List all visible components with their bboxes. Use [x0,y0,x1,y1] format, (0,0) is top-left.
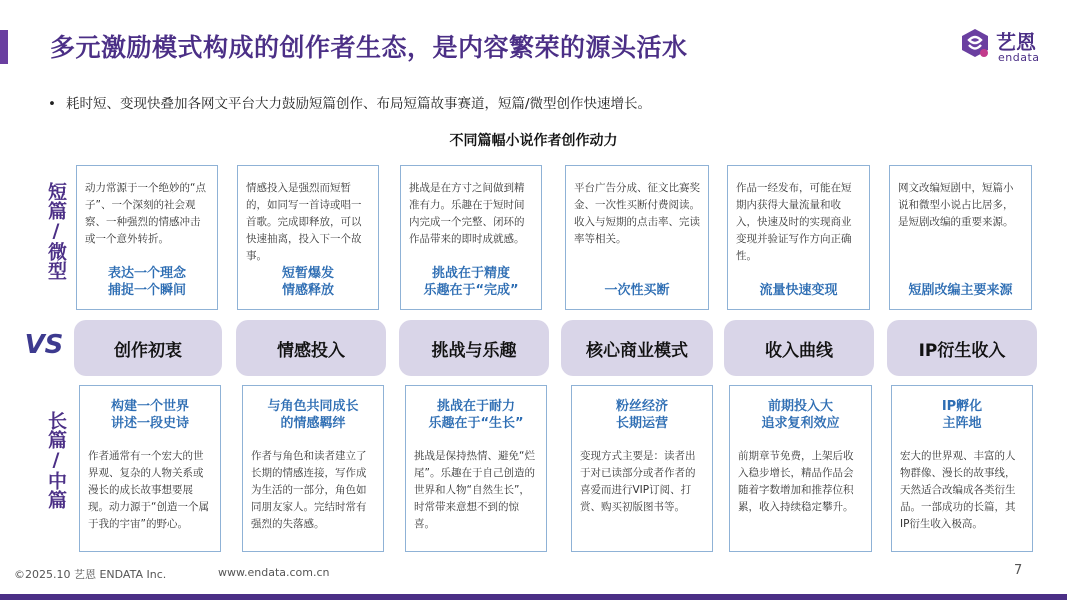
long-card-emotional-input [242,385,384,552]
section-subtitle: 不同篇幅小说作者创作动力 [449,133,618,149]
long-card-key: 构建一个世界 讲述一段史诗 [110,399,189,431]
category-challenge-fun: 挑战与乐趣 [399,320,549,376]
short-card-income-curve [727,165,870,310]
long-card-desc: 作者与角色和读者建立了长期的情感连接，写作成为生活的一部分，角色如同朋友家人。完结时常有强烈的失落感。 [251,450,367,530]
category-income-curve: 收入曲线 [724,320,874,376]
footer-copyright: ©2025.10 艺恩 ENDATA Inc. [14,568,167,581]
short-card-ip-income [889,165,1032,310]
short-card-desc: 情感投入是强烈而短暂的，如同写一首诗或唱一首歌。完成即释放，可以快速抽离，投入下一个故事。 [246,182,362,262]
long-card-challenge-fun [405,385,547,552]
long-card-desc: 宏大的世界观、丰富的人物群像、漫长的故事线，天然适合改编成各类衍生品。一部成功的长篇，其IP衍生收入极高。 [900,450,1016,530]
category-emotional-input: 情感投入 [236,320,386,376]
short-form-label: 短篇/微型 [45,181,67,280]
long-card-key: 前期投入大 追求复利效应 [761,399,840,431]
long-card-desc: 挑战是保持热情、避免“烂尾”。乐趣在于自己创造的世界和人物“自然生长”，时常带来意想不到的惊喜。 [414,450,535,530]
page-number: 7 [1014,563,1023,578]
category-creation-motive: 创作初衷 [74,320,222,376]
category-business-model: 核心商业模式 [561,320,713,376]
vs-label: VS [24,330,64,360]
page-title: 多元激励模式构成的创作者生态，是内容繁荣的源头活水 [50,33,688,62]
short-card-creation-motive [76,165,218,310]
short-card-desc: 网文改编短剧中，短篇小说和微型小说占比居多，是短剧改编的重要来源。 [898,182,1014,228]
title-accent-bar [0,30,8,64]
logo-cn-text: 艺恩 [996,30,1036,54]
short-card-desc: 挑战是在方寸之间做到精准有力。乐趣在于短时间内完成一个完整、闭环的作品带来的即时成就感。 [409,182,525,245]
short-card-key: 流量快速变现 [759,283,838,298]
short-card-challenge-fun [400,165,542,310]
short-card-emotional-input [237,165,379,310]
short-card-key: 短暂爆发 情感释放 [281,266,334,298]
long-card-key: IP孵化 主阵地 [941,399,983,431]
long-card-key: 与角色共同成长 的情感羁绊 [267,399,359,431]
long-card-desc: 前期章节免费，上架后收入稳步增长，精品作品会随着字数增加和推荐位积累，收入持续稳定攀升。 [738,450,854,513]
short-card-desc: 动力常源于一个绝妙的“点子”、一个深刻的社会观察、一种强烈的情感冲击或一个意外转折。 [85,182,206,245]
short-card-business-model [565,165,709,310]
long-card-key: 粉丝经济 长期运营 [615,399,668,431]
short-card-desc: 平台广告分成、征文比赛奖金、一次性买断付费阅读。收入与短期的点击率、完读率等相关。 [574,182,700,245]
long-card-ip-income [891,385,1033,552]
short-card-key: 表达一个理念 捕捉一个瞬间 [107,266,186,298]
category-ip-income: IP衍生收入 [887,320,1037,376]
footer-url: www.endata.com.cn [218,566,330,579]
long-form-label: 长篇/中篇 [45,411,67,509]
short-card-key: 一次性买断 [604,283,670,298]
intro-bullet [48,92,651,112]
short-card-desc: 作品一经发布，可能在短期内获得大量流量和收入，快速及时的实现商业变现并验证写作方向正确性。 [736,182,852,262]
long-card-key: 挑战在于耐力 乐趣在于“生长” [428,399,524,431]
long-card-desc: 变现方式主要是：读者出于对已读部分或者作者的喜爱而进行VIP订阅、打赏、购买初版图书等。 [580,450,696,513]
long-card-income-curve [729,385,872,552]
endata-logo-icon [958,26,992,60]
bullet-dot: • [48,96,56,112]
long-card-desc: 作者通常有一个宏大的世界观、复杂的人物关系或漫长的成长故事想要展现。动力源于“创造一个属于我的宇宙”的野心。 [88,450,209,530]
short-card-key: 短剧改编主要来源 [908,283,1013,298]
endata-logo [958,24,1058,64]
short-card-key: 挑战在于精度 乐趣在于“完成” [423,266,519,298]
intro-bullet-text: 耗时短、变现快叠加各网文平台大力鼓励短篇创作、布局短篇故事赛道，短篇/微型创作快速增长。 [66,96,652,112]
long-card-business-model [571,385,713,552]
logo-en-text: endata [998,51,1040,64]
long-card-creation-motive [79,385,221,552]
bottom-accent-bar [0,594,1067,600]
